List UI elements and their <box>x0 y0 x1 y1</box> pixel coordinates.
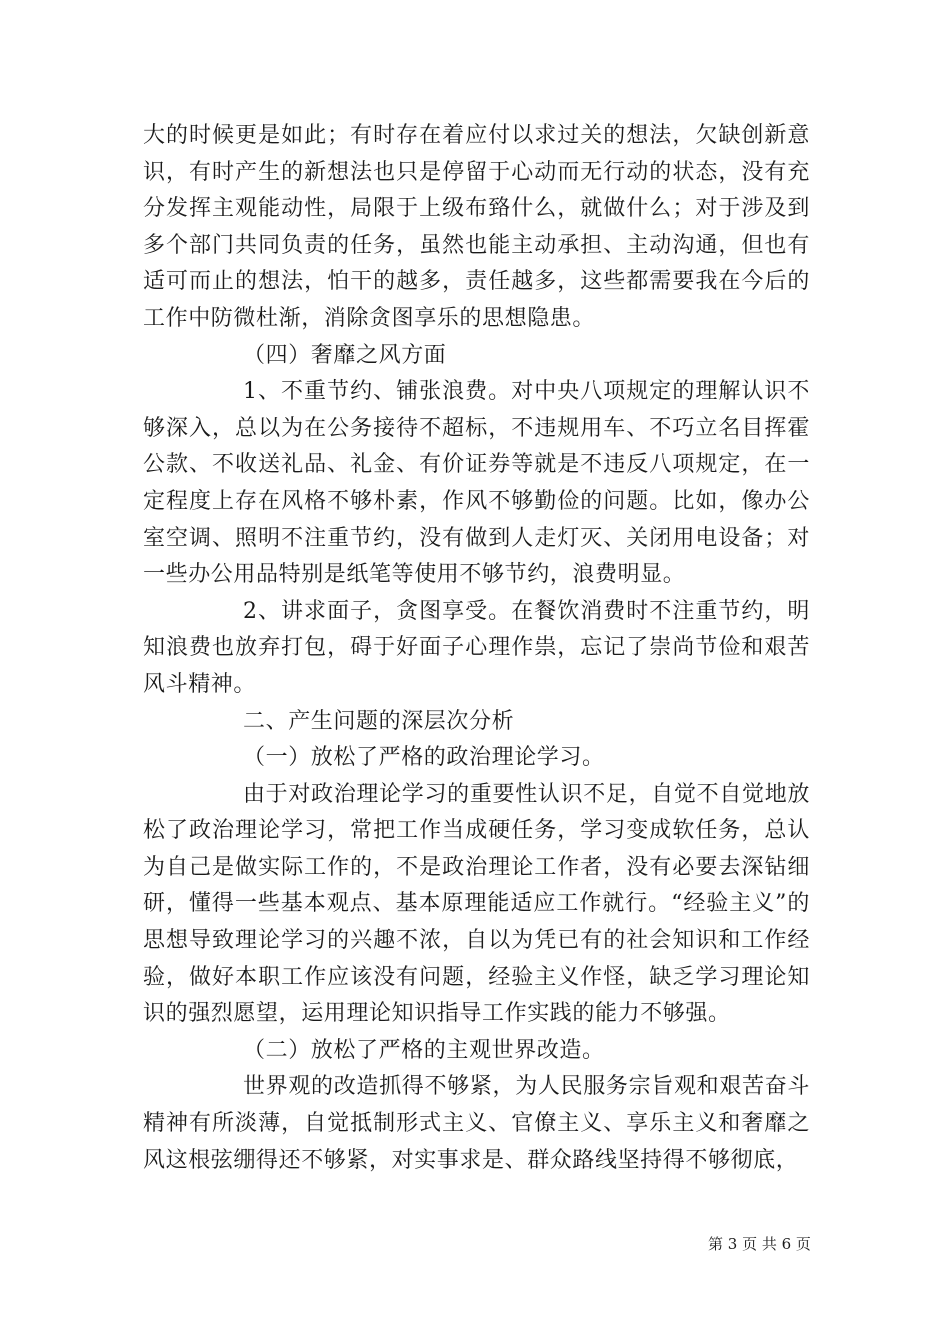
subsection-heading-2: （二）放松了严格的主观世界改造。 <box>243 1037 605 1063</box>
page-number-footer: 第 3 页 共 6 页 <box>708 1235 811 1253</box>
section-heading-analysis: 二、产生问题的深层次分析 <box>243 708 515 734</box>
section-heading-extravagance: （四）奢靡之风方面 <box>243 342 447 368</box>
subsection-heading-1: （一）放松了严格的政治理论学习。 <box>243 745 605 771</box>
paragraph-item-1: 1、不重节约、铺张浪费。对中央八项规定的理解认识不够深入，总以为在公务接待不超标，不违规用车、不巧立名目挥霍公款、不收送礼品、礼金、有价证券等就是不违反八项规定，在一定程度上存在风格不够朴素，作风不够勤俭的问题。比如，像办公室空调、照明不注重节约，没有做到人走灯灭、关闭用电设备；对一些办公用品特别是纸笔等使用不够节约，浪费明显。 <box>143 379 810 588</box>
paragraph-theory-study: 由于对政治理论学习的重要性认识不足，自觉不自觉地放松了政治理论学习，常把工作当成硬任务，学习变成软任务，总认为自己是做实际工作的，不是政治理论工作者，没有必要去深钻细研，懂得一些基本观点、基本原理能适应工作就行。“经验主义”的思想导致理论学习的兴趣不浓，自以为凭已有的社会知识和工作经验，做好本职工作应该没有问题，经验主义作怪，缺乏学习理论知识的强烈愿望，运用理论知识指导工作实践的能力不够强。 <box>143 781 810 1027</box>
paragraph-continuation: 大的时候更是如此；有时存在着应付以求过关的想法，欠缺创新意识，有时产生的新想法也只是停留于心动而无行动的状态，没有充分发挥主观能动性，局限于上级布臵什么，就做什么；对于涉及到多个部门共同负责的任务，虽然也能主动承担、主动沟通，但也有适可而止的想法，怕干的越多，责任越多，这些都需要我在今后的工作中防微杜渐，消除贪图享乐的思想隐患。 <box>143 123 810 331</box>
paragraph-item-2: 2、讲求面子，贪图享受。在餐饮消费时不注重节约，明知浪费也放弃打包，碍于好面子心理作祟，忘记了崇尚节俭和艰苦风斗精神。 <box>143 598 810 697</box>
document-body <box>143 118 810 1179</box>
paragraph-worldview: 世界观的改造抓得不够紧，为人民服务宗旨观和艰苦奋斗精神有所淡薄，自觉抵制形式主义、官僚主义、享乐主义和奢靡之风这根弦绷得还不够紧，对实事求是、群众路线坚持得不够彻底， <box>143 1074 810 1173</box>
